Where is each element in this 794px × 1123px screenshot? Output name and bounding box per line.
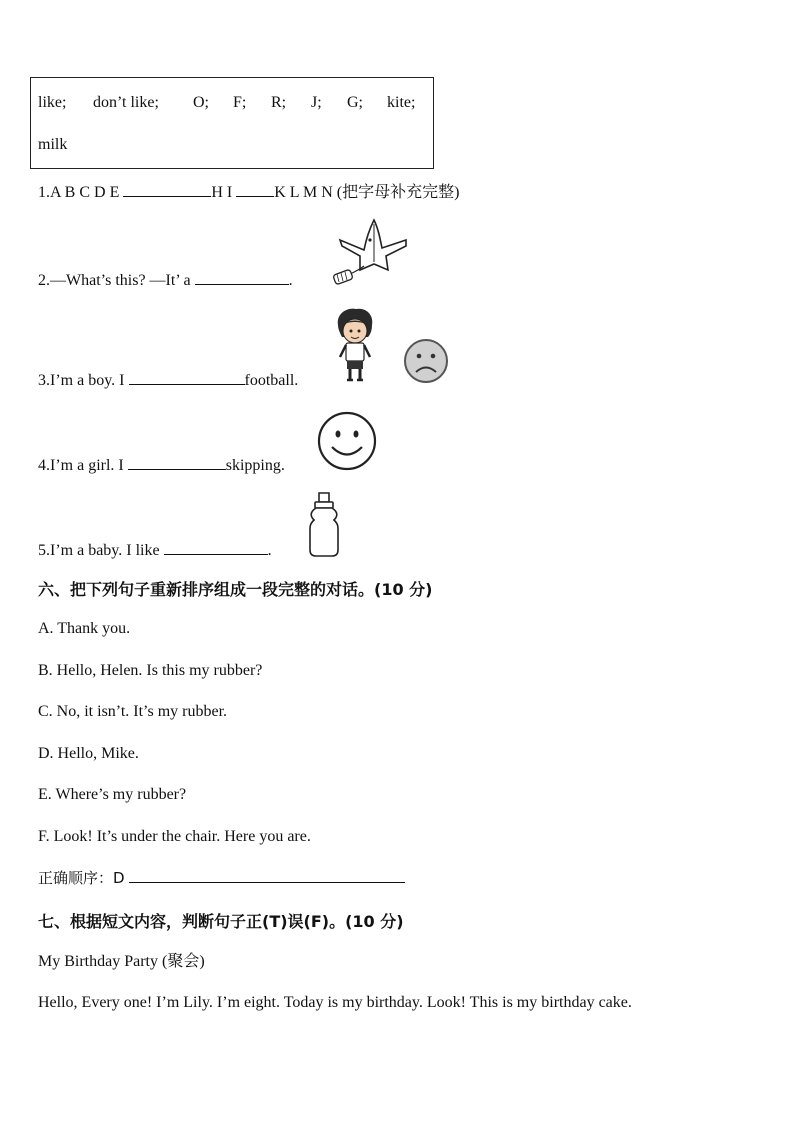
question-3: 3.I’m a boy. I football. (38, 372, 299, 389)
word-bank-item: milk (38, 136, 68, 153)
passage-title: My Birthday Party (聚会) (38, 953, 205, 970)
word-bank-item: like; (38, 94, 67, 111)
answer-blank[interactable] (236, 182, 274, 197)
section-7-heading: 七、根据短文内容，判断句子正(T)误(F)。(10 分) (38, 912, 404, 931)
sad-face-icon (402, 337, 450, 385)
dialogue-option: F. Look! It’s under the chair. Here you are. (38, 828, 311, 845)
word-bank-item: G; (347, 94, 363, 111)
question-1: 1.A B C D E H I K L M N (把字母补充完整) (38, 184, 460, 201)
answer-blank[interactable] (128, 455, 226, 470)
kite-icon (330, 216, 412, 288)
question-5: 5.I’m a baby. I like . (38, 542, 272, 559)
word-bank-item: F; (233, 94, 247, 111)
dialogue-option: E. Where’s my rubber? (38, 786, 187, 803)
milk-bottle-icon (306, 490, 342, 558)
word-bank-item: J; (311, 94, 322, 111)
dialogue-option: B. Hello, Helen. Is this my rubber? (38, 662, 263, 679)
smiley-face-icon (316, 410, 378, 472)
answer-order-line: 正确顺序：D (38, 868, 405, 889)
word-bank-item: don’t like; (93, 94, 159, 111)
answer-blank[interactable] (195, 270, 289, 285)
word-bank-item: R; (271, 94, 287, 111)
dialogue-option: D. Hello, Mike. (38, 745, 139, 762)
word-bank-item: kite; (387, 94, 416, 111)
answer-order-blank[interactable] (129, 868, 405, 883)
answer-blank[interactable] (129, 370, 245, 385)
dialogue-option: C. No, it isn’t. It’s my rubber. (38, 703, 228, 720)
boy-icon (332, 307, 378, 383)
answer-blank[interactable] (164, 540, 268, 555)
word-bank-item: O; (193, 94, 209, 111)
question-2: 2.—What’s this? —It’ a . (38, 272, 293, 289)
dialogue-option: A. Thank you. (38, 620, 131, 637)
word-bank-box (30, 77, 434, 169)
answer-blank[interactable] (123, 182, 211, 197)
section-6-heading: 六、把下列句子重新排序组成一段完整的对话。(10 分) (38, 580, 433, 599)
passage-text: Hello, Every one! I’m Lily. I’m eight. Today is my birthday. Look! This is my birthday cake. (38, 994, 632, 1011)
question-4: 4.I’m a girl. I skipping. (38, 457, 285, 474)
